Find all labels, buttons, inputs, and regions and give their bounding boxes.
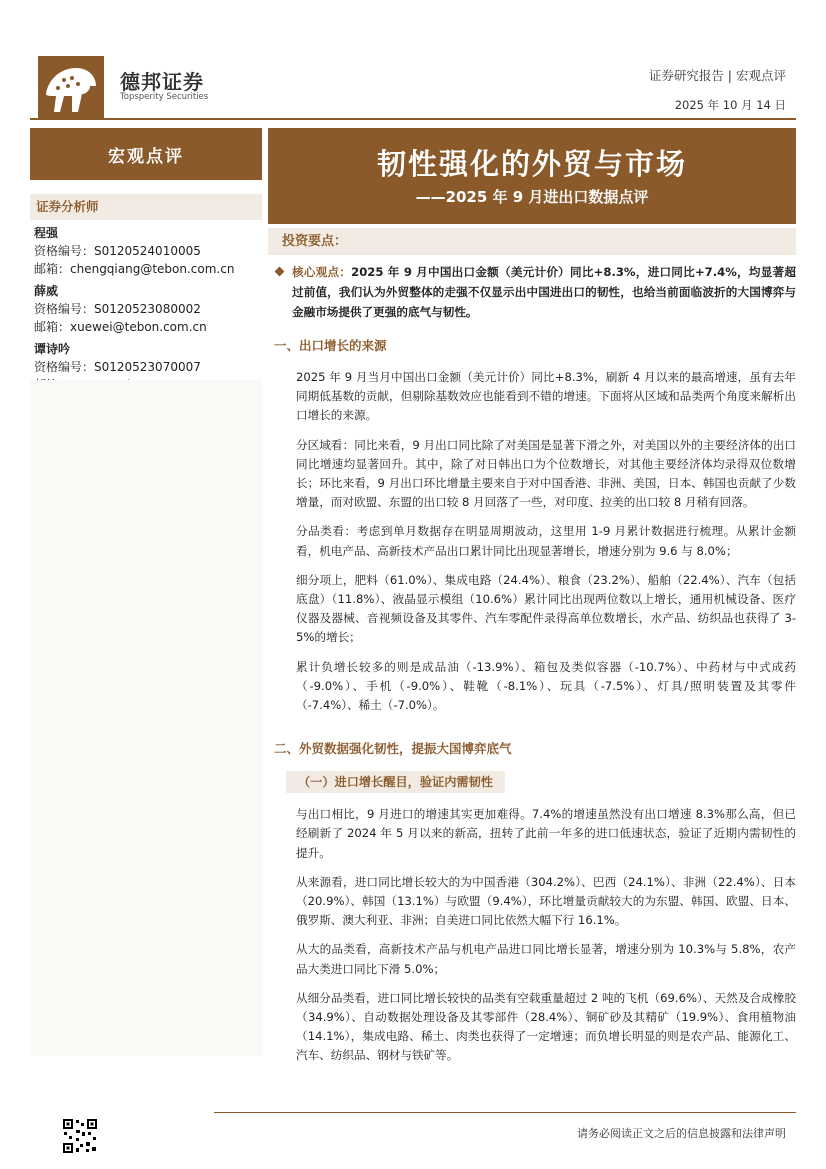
diamond-bullet-icon (275, 267, 285, 277)
leopard-logo-icon (38, 56, 104, 118)
paragraph: 累计负增长较多的则是成品油（-13.9%）、箱包及类似容器（-10.7%）、中药材与中式成药（-9.0%）、手机（-9.0%）、鞋靴（-8.1%）、玩具（-7.5%）、灯具/照明装置及其零件（-7.4%）、稀土（-7.0%）。 (296, 659, 796, 713)
analyst-license: 资格编号：S0120524010005 (34, 244, 201, 258)
header-divider (30, 118, 796, 120)
report-category-banner: 宏观点评 (30, 128, 262, 180)
analyst-license: 资格编号：S0120523070007 (34, 360, 201, 374)
paragraph: 细分项上，肥料（61.0%）、集成电路（24.4%）、粮食（23.2%）、船舶（22.4%）、汽车（包括底盘）（11.8%）、液晶显示模组（10.6%）累计同比出现两位数以上增长，通用机械设备、医疗仪器及器械、音视频设备及其零件、汽车零配件录得高单位数增长，水产品、纺织品也获得了 3-5%的增长； (296, 572, 796, 645)
key-points-header: 投资要点： (268, 228, 796, 255)
paragraph: 分品类看：考虑到单月数据存在明显周期波动，这里用 1-9 月累计数据进行梳理。从累计金额看，机电产品、高新技术产品出口累计同比出现显著增长，增速分别为 9.6 与 8.0%； (296, 524, 796, 558)
brand-name-en: Topsperity Securities (120, 92, 209, 102)
core-view (274, 262, 796, 322)
report-body (274, 262, 796, 1076)
sidebar-panel (30, 380, 262, 1056)
analyst-item (34, 224, 260, 278)
page-subtitle: ——2025 年 9 月进出口数据点评 (415, 188, 649, 206)
analyst-license: 资格编号：S0120523080002 (34, 302, 201, 316)
analyst-name: 程强 (34, 226, 59, 240)
report-date: 2025 年 10 月 14 日 (674, 98, 786, 112)
analyst-item (34, 282, 260, 336)
section-heading: 一、出口增长的来源 (274, 338, 387, 353)
report-type: 证券研究报告 | 宏观点评 (648, 68, 786, 83)
brand-name: 德邦证券 (120, 70, 204, 94)
core-view-text: 2025 年 9 月中国出口金额（美元计价）同比+8.3%，进口同比+7.4%，均显著超过前值，我们认为外贸整体的走强不仅显示出中国进出口的韧性，也给当前面临波折的大国博弈与金融市场提供了更强的底气与韧性。 (292, 265, 796, 319)
qr-code-icon (62, 1118, 98, 1154)
paragraph: 从来源看，进口同比增长较大的为中国香港（304.2%）、巴西（24.1%）、非洲（22.4%）、日本（20.9%）、韩国（13.1%）与欧盟（9.4%），环比增量贡献较大的为东盟、韩国、欧盟、日本、俄罗斯、澳大利亚、非洲；自美进口同比依然大幅下行 16.1%。 (296, 874, 796, 928)
paragraph: 从细分品类看，进口同比增长较快的品类有空载重量超过 2 吨的飞机（69.6%）、天然及合成橡胶（34.9%）、自动数据处理设备及其零部件（28.4%）、铜矿砂及其精矿（19.9%）、食用植物油（14.1%），集成电路、稀土、肉类也获得了一定增速；而负增长明显的则是农产品、能源化工、汽车、纺织品、钢材与铁矿等。 (296, 990, 796, 1063)
analyst-email[interactable]: 邮箱：xuewei@tebon.com.cn (34, 320, 207, 334)
paragraph: 2025 年 9 月当月中国出口金额（美元计价）同比+8.3%，刷新 4 月以来的最高增速，虽有去年同期低基数的贡献，但剔除基数效应也能看到不错的增速。下面将从区域和品类两个角度来解析出口增长的来源。 (296, 370, 796, 423)
paragraph: 分区域看：同比来看，9 月出口同比除了对美国是显著下滑之外，对美国以外的主要经济体的出口同比增速均显著回升。其中，除了对日韩出口为个位数增长，对其他主要经济体均录得双位数增长；环比来看，9 月出口环比增量主要来自于对中国香港、非洲、美国，日本、韩国也贡献了少数增量，而对欧盟、东盟的出口较 8 月回落了一些，对印度、拉美的出口较 8 月稍有回落。 (296, 437, 796, 510)
analyst-email[interactable]: 邮箱：chengqiang@tebon.com.cn (34, 262, 235, 276)
page-title: 韧性强化的外贸与市场 (376, 147, 687, 181)
analyst-name: 谭诗吟 (34, 342, 71, 356)
title-banner (268, 128, 796, 224)
analyst-name: 薛威 (34, 284, 59, 298)
analyst-section-header: 证券分析师 (30, 194, 262, 220)
footer-divider (214, 1112, 796, 1113)
section-heading: 二、外贸数据强化韧性，提振大国博弈底气 (274, 741, 512, 757)
core-view-label: 核心观点： (292, 265, 352, 279)
paragraph: 从大的品类看，高新技术产品与机电产品进口同比增长显著，增速分别为 10.3%与 5.8%，农产品大类进口同比下滑 5.0%； (296, 942, 796, 976)
legal-disclaimer: 请务必阅读正文之后的信息披露和法律声明 (577, 1127, 786, 1140)
subsection-heading: （一）进口增长醒目，验证内需韧性 (286, 771, 505, 793)
paragraph: 与出口相比，9 月进口的增速其实更加难得。7.4%的增速虽然没有出口增速 8.3%那么高，但已经刷新了 2024 年 5 月以来的新高，扭转了此前一年多的进口低速状态，验证了近期内需韧性的提升。 (296, 807, 796, 860)
analyst-list (34, 224, 260, 398)
